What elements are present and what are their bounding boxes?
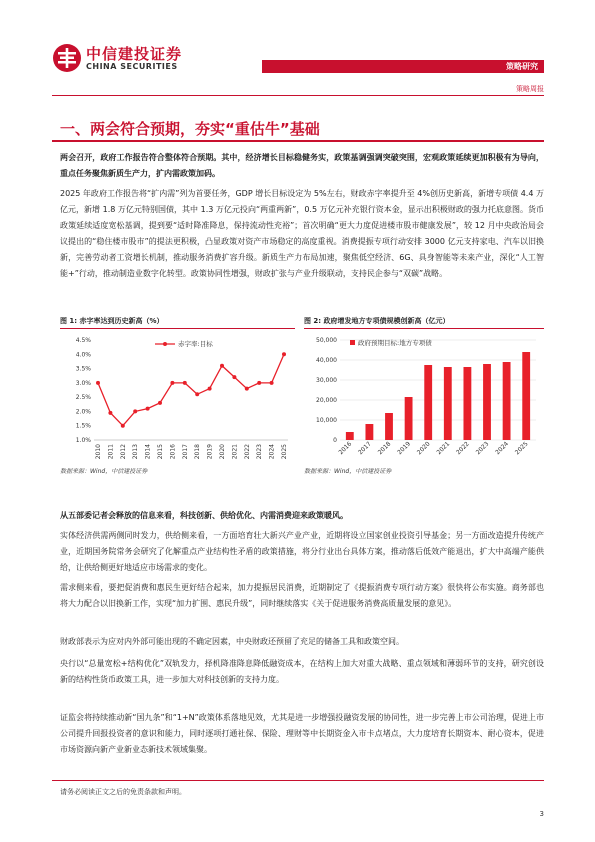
x-tick-label: 2021 <box>231 444 239 460</box>
bar <box>444 367 452 440</box>
data-point <box>220 364 224 368</box>
series-line <box>98 354 284 425</box>
figure1-chart <box>60 332 295 462</box>
section-rule <box>52 140 544 142</box>
body-paragraph: 央行以“总量宽松+结构优化”双轨发力，择机降准降息降低融资成本，在结构上加大对重大战略、重点领域和薄弱环节的支持，研究创设新的结构性货币政策工具，进一步加大对科技创新的支持力度。 <box>60 659 544 684</box>
data-point <box>133 409 137 413</box>
x-tick-label: 2018 <box>194 444 202 460</box>
logo-text-en: CHINA SECURITIES <box>86 62 178 71</box>
bar <box>405 397 413 440</box>
x-tick-label: 2016 <box>169 444 177 460</box>
bar <box>424 365 432 440</box>
data-point <box>108 411 112 415</box>
x-tick-label: 2017 <box>181 444 189 460</box>
y-tick-label: 20,000 <box>316 397 337 404</box>
legend-label: 政府预期目标:地方专项债 <box>358 339 432 347</box>
x-tick-label: 2015 <box>157 444 164 460</box>
x-tick-label: 2025 <box>281 444 288 460</box>
x-tick-label: 2010 <box>95 444 102 460</box>
report-type: 策略周报 <box>516 85 544 93</box>
x-tick-label: 2016 <box>337 440 354 457</box>
x-tick-label: 2012 <box>119 444 127 460</box>
disclaimer-note: 请务必阅读正文之后的免责条款和声明。 <box>60 788 186 796</box>
figure1-rule <box>60 328 295 329</box>
data-point <box>270 381 274 385</box>
y-tick-label: 1.0% <box>75 437 91 444</box>
data-point <box>232 375 236 379</box>
data-point <box>282 352 286 356</box>
x-tick-label: 2013 <box>132 444 140 460</box>
bar <box>346 432 354 440</box>
y-tick-label: 30,000 <box>316 377 337 384</box>
x-tick-label: 2024 <box>268 444 276 460</box>
logo-emblem-icon <box>52 43 82 73</box>
y-tick-label: 2.5% <box>75 394 91 402</box>
bar <box>463 367 471 440</box>
y-tick-label: 3.5% <box>75 365 91 373</box>
x-tick-label: 2020 <box>219 444 226 460</box>
legend-label: 赤字率:目标 <box>178 340 213 348</box>
bar <box>365 424 373 440</box>
x-tick-label: 2023 <box>256 444 264 460</box>
y-tick-label: 10,000 <box>316 417 337 424</box>
data-point <box>170 381 174 385</box>
data-point <box>146 407 150 411</box>
figure2-title: 图 2: 政府增发地方专项债规模创新高（亿元） <box>304 317 450 325</box>
data-point <box>96 381 100 385</box>
figure2-chart <box>304 332 544 462</box>
bar <box>483 364 491 440</box>
data-point <box>158 401 162 405</box>
x-tick-label: 2018 <box>376 440 393 457</box>
logo-text-cn: 中信建投证券 <box>86 45 183 63</box>
company-logo <box>52 43 187 79</box>
data-point <box>208 387 212 391</box>
y-tick-label: 1.5% <box>75 422 91 430</box>
figure2-source: 数据来源：Wind，中信建投证券 <box>304 468 392 475</box>
x-tick-label: 2011 <box>107 444 115 460</box>
data-point <box>245 387 249 391</box>
y-tick-label: 3.0% <box>75 379 91 387</box>
legend-marker <box>163 342 167 346</box>
data-point <box>121 424 125 428</box>
data-point <box>257 381 261 385</box>
bar <box>385 413 393 440</box>
bar <box>522 352 530 440</box>
body-paragraph: 需求侧来看，要把促消费和惠民生更好结合起来，加力提振居民消费，近期制定了《提振消费专项行动方案》很快将公布实施。商务部也将大力配合以旧换新工作，实现“加力扩围、惠民升级”，同时继续落实《关于促进服务消费高质量发展的意见》。 <box>60 583 544 608</box>
figure1-source: 数据来源：Wind，中信建投证券 <box>60 468 148 475</box>
y-tick-label: 50,000 <box>316 337 337 344</box>
x-tick-label: 2022 <box>455 440 471 457</box>
x-tick-label: 2023 <box>474 440 491 457</box>
x-tick-label: 2019 <box>206 444 214 460</box>
summary-paragraph: 两会召开，政府工作报告符合整体符合预期。其中，经济增长目标稳健务实，政策基调强调突破突围，宏观政策延续更加积极有为导向，重点任务聚焦新质生产力，扩内需政策加码。 <box>60 153 544 178</box>
header-category-bar <box>262 60 544 73</box>
y-tick-label: 40,000 <box>316 357 337 364</box>
x-tick-label: 2014 <box>144 444 152 460</box>
header-divider <box>52 95 544 96</box>
report-category: 策略研究 <box>506 62 538 71</box>
page-number: 3 <box>539 810 544 818</box>
bar <box>503 362 511 440</box>
figure2-rule <box>304 328 544 329</box>
y-tick-label: 4.5% <box>75 337 91 344</box>
body-paragraph: 财政部表示为应对内外部可能出现的不确定因素，中央财政还预留了充足的储备工具和政策空间。 <box>60 637 404 646</box>
y-tick-label: 2.0% <box>75 408 91 416</box>
body-paragraph: 证监会将持续推动新“国九条”和“1+N”政策体系落地见效，尤其是进一步增强投融资发展的协同性，进一步完善上市公司治理，促进上市公司提升回报投资者的意识和能力，同时逐项打通社保、保险、理财等中长期资金入市卡点堵点，大力度培育长期资本、耐心资本，促进市场资源向新产业新业态新技术领域集聚。 <box>60 713 544 754</box>
data-point <box>195 392 199 396</box>
section-title: 一、两会符合预期，夯实“重估牛”基础 <box>60 120 320 138</box>
y-tick-label: 0 <box>333 437 337 444</box>
body-paragraph: 2025 年政府工作报告将“扩内需”列为首要任务，GDP 增长目标设定为 5%左右，财政赤字率提升至 4%创历史新高，新增专项债 4.4 万亿元，新增 1.8 万亿元特别国债，其中 1.3 万亿元投向“两重两新”，0.5 万亿元补充银行资本金，显示出积极财政的强力托底意图。货币政策延续适度宽松基调，提到要“适时降准降息，保持流动性充裕”；首次明确“更大力度促进楼市股市健康发展”，较 12 月中央政治局会议提出的“稳住楼市股市”的提法更积极，凸显政策对资产市场稳定的高度重视。消费提振专项行动安排 3000 亿元支持家电、汽车以旧换新，完善劳动者工资增长机制，推动服务消费扩容升级。新质生产力布局加速，聚焦低空经济、6G、具身智能等未来产业，深化“人工智能+”行动，推动制造业数字化转型。政策协同性增强，财政扩张与产业升级联动，支持民企参与“双碳”战略。 <box>60 189 544 278</box>
subheading-paragraph: 从五部委记者会释放的信息来看，科技创新、供给优化、内需消费迎来政策暖风。 <box>60 511 348 520</box>
data-point <box>183 381 187 385</box>
body-paragraph: 实体经济供需两侧同时发力，供给侧来看，一方面培育壮大新兴产业产业，近期将设立国家创业投资引导基金；另一方面改造提升传统产业，近期国务院常务会研究了化解重点产业结构性矛盾的政策措施，将分行业出台具体方案，推动落后低效产能退出，扩大中高端产能供给，让供给侧更好地适应市场需求的变化。 <box>60 531 544 572</box>
x-tick-label: 2020 <box>415 440 432 457</box>
x-tick-label: 2022 <box>243 444 251 460</box>
x-tick-label: 2021 <box>435 440 452 457</box>
figure1-title: 图 1: 赤字率达到历史新高（%） <box>60 317 164 325</box>
x-tick-label: 2019 <box>396 440 413 457</box>
x-tick-label: 2017 <box>357 440 373 457</box>
x-tick-label: 2025 <box>513 440 530 457</box>
legend-swatch <box>350 340 355 345</box>
x-tick-label: 2024 <box>494 440 511 457</box>
footer-divider <box>52 780 544 781</box>
y-tick-label: 4.0% <box>75 351 91 359</box>
